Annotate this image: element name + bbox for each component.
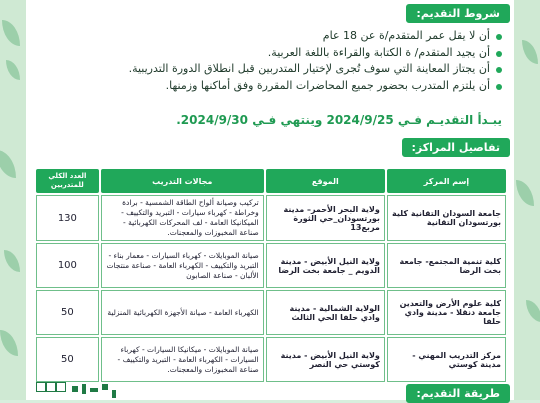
col-center-name: إسم المركز — [387, 169, 506, 193]
count-cell: 50 — [36, 337, 99, 382]
centers-heading: تفاصيل المراكز: — [402, 138, 510, 157]
centers-table — [34, 167, 508, 384]
fields-cell: صيانة الموبايلات - ميكانيكا السيارات - كهرباء السيارات - الكهرباء العامة - التبريد والتكييف - صناعة المخبوزات والمعجنات. — [101, 337, 264, 382]
qr-finder-icon — [46, 382, 56, 392]
table-row — [36, 337, 506, 382]
apply-method-heading: طريقة التقديم: — [406, 384, 510, 403]
leaf-decoration — [0, 150, 16, 178]
count-cell: 130 — [36, 195, 99, 241]
leaf-decoration — [0, 330, 18, 356]
location-cell: الولاية الشمالية - مدينة وادي حلفا الحي الثالث — [266, 290, 385, 335]
leaf-decoration — [522, 40, 538, 64]
condition-item: أن يجتاز المعاينة التي سوف تُجرى لإختيار المتدربين قبل انطلاق الدورة التدريبية. — [34, 61, 504, 78]
col-trainee-count: العدد الكلي للمتدربين — [36, 169, 99, 193]
condition-item: أن يلتزم المتدرب بحضور جميع المحاضرات المقررة وفق أماكنها وزمنها. — [34, 78, 504, 95]
table-header-row — [36, 169, 506, 193]
conditions-heading: شروط التقديم: — [406, 4, 510, 23]
count-cell: 50 — [36, 290, 99, 335]
location-cell: ولاية النيل الأبيض - مدينة كوستي حي النصر — [266, 337, 385, 382]
fields-cell: تركيب وصيانة ألواح الطاقة الشمسية - برادة وخراطة - كهرباء سيارات - التبريد والتكييف - الميكانيكا العامة - لف المحركات الكهربائية - صناعة المخبوزات والمعجنات. — [101, 195, 264, 241]
table-row — [36, 195, 506, 241]
fields-cell: الكهرباء العامة - صيانة الأجهزة الكهربائية المنزلية — [101, 290, 264, 335]
leaf-decoration — [526, 300, 540, 322]
center-name-cell: كلية علوم الأرض والتعدين جامعة دنقلا - مدينة وادي حلفا — [387, 290, 506, 335]
leaf-decoration — [6, 60, 20, 80]
condition-item: أن لا يقل عمر المتقدم/ة عن 18 عام — [34, 28, 504, 45]
col-location: الموقع — [266, 169, 385, 193]
leaf-decoration — [2, 20, 20, 46]
qr-finder-icon — [36, 382, 46, 392]
content-card — [26, 0, 514, 400]
qr-finder-icon — [56, 382, 66, 392]
fields-cell: صيانة الموبايلات - كهرباء السيارات - معمار بناء - التبريد والتكييف - الكهرباء العامة - صناعة منتجات الألبان - صناعة الصابون — [101, 243, 264, 288]
count-cell: 100 — [36, 243, 99, 288]
leaf-decoration — [4, 250, 20, 272]
conditions-list — [34, 28, 504, 94]
condition-item: أن يجيد المتقدم/ ة الكتابة والقراءة باللغة العربية. — [34, 45, 504, 62]
qr-pattern-icon — [72, 384, 118, 400]
qr-code-icon[interactable] — [36, 382, 66, 400]
right-decorative-border — [514, 0, 540, 400]
center-name-cell: كلية تنمية المجتمع- جامعة بخت الرضا — [387, 243, 506, 288]
leaf-decoration — [516, 180, 534, 206]
center-name-cell: مركز التدريب المهني - مدينة كوستي — [387, 337, 506, 382]
center-name-cell: جامعة السودان التقانية كلية بورتسودان التقانية — [387, 195, 506, 241]
table-row — [36, 290, 506, 335]
left-decorative-border — [0, 0, 26, 400]
application-period: يبـدأ التقديـم فـي 2024/9/25 وينتهي فـي 2024/9/30. — [176, 113, 502, 127]
location-cell: ولاية البحر الأحمر– مدينة بورتسودان_حي الثورة مربع13 — [266, 195, 385, 241]
location-cell: ولاية النيل الأبيض - مدينة الدويم _ جامعة بخت الرضا — [266, 243, 385, 288]
col-training-fields: مجالات التدريب — [101, 169, 264, 193]
table-row — [36, 243, 506, 288]
